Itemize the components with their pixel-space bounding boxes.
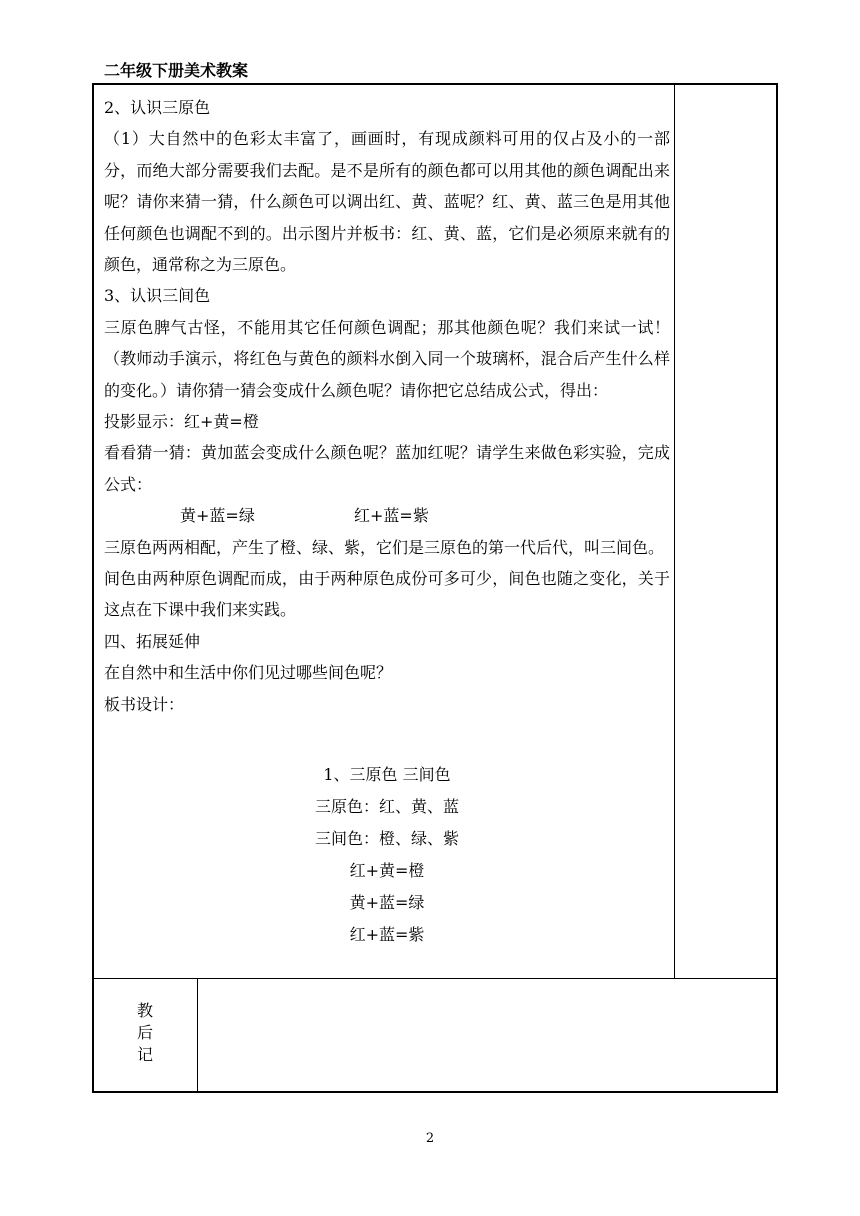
header-rule	[92, 83, 778, 85]
primary-colors-paragraph: （1）大自然中的色彩太丰富了，画画时，有现成颜料可用的仅占及小的一部分，而绝大部分需要我们去配。是不是所有的颜色都可以用其他的颜色调配出来呢？请你来猜一猜，什么颜色可以调出红、黄、蓝呢？红、黄、蓝三色是用其他任何颜色也调配不到的。出示图片并板书：红、黄、蓝，它们是必须原来就有的颜色，通常称之为三原色。	[104, 129, 670, 275]
reflection-label-char: 记	[136, 1045, 153, 1064]
formula-yellow-blue: 黄+蓝=绿	[180, 506, 255, 526]
formula-row	[104, 500, 670, 531]
formula-red-blue: 红+蓝=紫	[354, 506, 429, 526]
reflection-label-char: 后	[136, 1023, 153, 1042]
row-divider	[92, 978, 778, 979]
reflection-label-char: 教	[136, 1001, 153, 1020]
extension-question: 在自然中和生活中你们见过哪些间色呢？	[104, 663, 393, 683]
section-heading-primary-colors: 2、认识三原色	[104, 98, 211, 117]
section-heading-extension: 四、拓展延伸	[104, 631, 201, 651]
board-design	[104, 759, 670, 951]
variation-paragraph: 间色由两种原色调配而成，由于两种原色成份可多可少，间色也随之变化，关于这点在下课中我们来实践。	[104, 569, 670, 620]
board-design-label: 板书设计：	[104, 694, 185, 714]
projection-line: 投影显示：红+黄=橙	[104, 412, 259, 432]
board-line-orange: 红+黄=橙	[349, 861, 425, 880]
lesson-content	[104, 92, 670, 720]
board-line-title: 1、三原色 三间色	[323, 765, 451, 784]
table-left-border	[92, 83, 94, 1093]
reflection-label	[92, 1000, 198, 1066]
board-line-purple: 红+蓝=紫	[349, 925, 425, 944]
secondary-colors-paragraph: 三原色脾气古怪，不能用其它任何颜色调配；那其他颜色呢？我们来试一试！（教师动手演示，将红色与黄色的颜料水倒入同一个玻璃杯，混合后产生什么样的变化。）请你猜一猜会变成什么颜色呢？请你把它总结成公式，得出：	[104, 317, 670, 400]
table-bottom-border	[92, 1091, 778, 1093]
reflection-content-cell[interactable]	[199, 980, 775, 1090]
board-line-primary: 三原色：红、黄、蓝	[314, 797, 459, 816]
table-right-border	[776, 83, 778, 1093]
document-header-title: 二年级下册美术教案	[104, 61, 249, 80]
section-heading-secondary-colors: 3、认识三间色	[104, 286, 211, 306]
page-number: 2	[425, 1131, 435, 1146]
board-line-secondary: 三间色：橙、绿、紫	[314, 829, 459, 848]
notes-column-divider	[674, 83, 675, 979]
secondary-definition-paragraph: 三原色两两相配，产生了橙、绿、紫，它们是三原色的第一代后代，叫三间色。	[104, 537, 665, 557]
guess-paragraph: 看看猜一猜：黄加蓝会变成什么颜色呢？蓝加红呢？请学生来做色彩实验，完成公式：	[104, 443, 670, 494]
board-line-green: 黄+蓝=绿	[349, 893, 425, 912]
